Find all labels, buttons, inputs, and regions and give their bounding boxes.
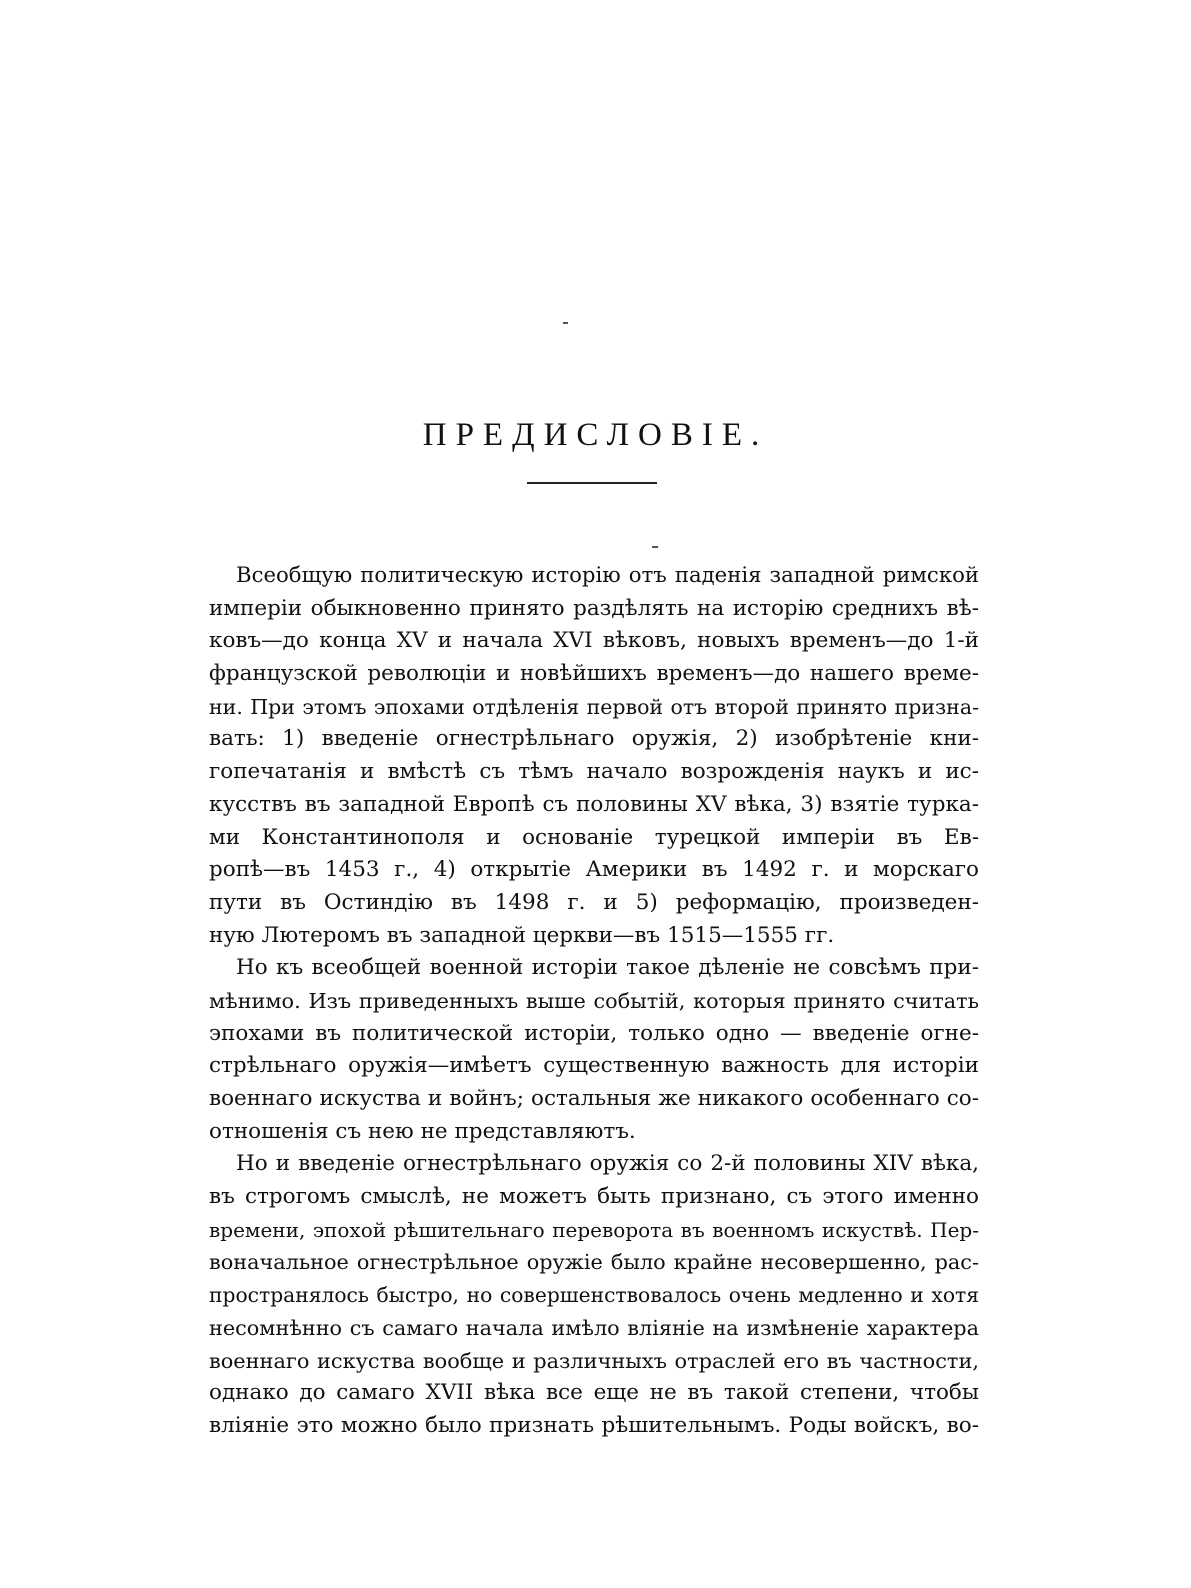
text-line: кусствъ въ западной Европѣ съ половины XV вѣка, 3) взятіе турка-: [209, 791, 979, 817]
text-line: воначальное огнестрѣльное оружіе было крайне несовершенно, рас-: [209, 1250, 979, 1275]
page-title: ПРЕДИСЛОВІЕ.: [422, 417, 769, 454]
text-line: пространялось быстро, но совершенствовалось очень медленно и хотя: [209, 1283, 979, 1308]
text-line: однако до самаго XVII вѣка все еще не въ такой степени, чтобы: [209, 1380, 979, 1406]
text-line: времени, эпохой рѣшительнаго переворота въ военномъ искуствѣ. Пер-: [209, 1217, 979, 1242]
text-line: ную Лютеромъ въ западной церкви—въ 1515—1555 гг.: [209, 922, 835, 948]
paragraph-1: [209, 560, 979, 952]
ink-speck: [563, 322, 568, 324]
text-line: гопечатанія и вмѣстѣ съ тѣмъ начало возрожденія наукъ и ис-: [209, 759, 979, 785]
text-line: Но къ всеобщей военной исторіи такое дѣленіе не совсѣмъ при-: [236, 955, 979, 981]
paragraph-3: [209, 1148, 979, 1442]
body-text: [209, 560, 979, 1443]
text-line: стрѣльнаго оружія—имѣетъ существенную важность для исторіи: [209, 1053, 979, 1079]
text-line: Но и введеніе огнестрѣльнаго оружія со 2-й половины XIV вѣка,: [236, 1151, 979, 1177]
text-line: въ строгомъ смыслѣ, не можетъ быть признано, съ этого именно: [209, 1184, 979, 1210]
title-divider: [527, 482, 657, 484]
text-line: имперіи обыкновенно принято раздѣлять на исторію среднихъ вѣ-: [209, 595, 979, 621]
text-line: ни. При этомъ эпохами отдѣленія первой отъ второй принято призна-: [209, 694, 979, 719]
text-line: отношенія съ нею не представляютъ.: [209, 1118, 636, 1144]
text-line: французской революціи и новѣйшихъ временъ—до нашего време-: [209, 661, 979, 687]
text-line: ковъ—до конца XV и начала XVI вѣковъ, новыхъ временъ—до 1-й: [209, 628, 979, 654]
text-line: Всеобщую политическую исторію отъ паденія западной римской: [236, 563, 979, 588]
text-line: военнаго искуства вообще и различныхъ отраслей его въ частности,: [209, 1348, 979, 1373]
text-line: ми Константинополя и основаніе турецкой имперіи въ Ев-: [209, 824, 979, 850]
text-line: ропѣ—въ 1453 г., 4) открытіе Америки въ 1492 г. и морскаго: [209, 857, 979, 883]
paragraph-2: [209, 952, 979, 1148]
text-line: пути въ Остиндію въ 1498 г. и 5) реформацію, произведен-: [209, 889, 979, 915]
text-line: мѣнимо. Изъ приведенныхъ выше событій, которыя принято считать: [209, 988, 979, 1013]
text-line: вліяніе это можно было признать рѣшительнымъ. Роды войскъ, во-: [209, 1412, 979, 1438]
ink-speck: [652, 546, 658, 548]
text-line: несомнѣнно съ самаго начала имѣло вліяніе на измѣненіе характера: [209, 1315, 979, 1340]
text-line: вать: 1) введеніе огнестрѣльнаго оружія, 2) изобрѣтеніе кни-: [209, 726, 979, 752]
text-line: эпохами въ политической исторіи, только одно — введеніе огне-: [209, 1020, 979, 1046]
text-line: военнаго искуства и войнъ; остальныя же никакого особеннаго со-: [209, 1086, 979, 1111]
